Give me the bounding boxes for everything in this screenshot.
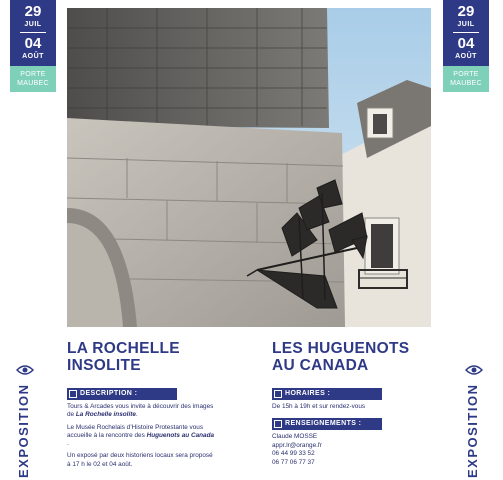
eye-icon bbox=[16, 364, 34, 376]
contact-phone-1[interactable]: 06 44 99 33 52 bbox=[272, 450, 315, 458]
end-month: AOÛT bbox=[455, 53, 477, 60]
tower-ship-photo bbox=[67, 8, 431, 327]
right-title bbox=[272, 340, 432, 374]
hours-label: HORAIRES : bbox=[285, 390, 331, 397]
date-divider bbox=[20, 32, 46, 33]
info-icon bbox=[274, 420, 282, 428]
end-day: 04 bbox=[24, 35, 42, 52]
date-badge-right bbox=[443, 0, 489, 94]
exposition-label: EXPOSITION bbox=[465, 383, 480, 478]
start-day: 29 bbox=[24, 3, 42, 20]
date-block bbox=[443, 0, 489, 66]
exposition-label: EXPOSITION bbox=[16, 383, 31, 478]
description-text bbox=[67, 403, 217, 469]
description-header bbox=[67, 388, 177, 400]
left-title-line2: INSOLITE bbox=[67, 357, 141, 374]
date-block bbox=[10, 0, 56, 66]
contact-name: Claude MOSSE bbox=[272, 433, 318, 441]
heart-icon bbox=[69, 390, 77, 398]
p2-a: Le Musée Rochelais d’Histoire Protestante vous accueille à la rencontre des bbox=[67, 423, 204, 439]
paragraph-3: Un exposé par deux historiens locaux sera proposé à 17 h le 02 et 04 août. bbox=[67, 452, 213, 468]
location-block bbox=[10, 66, 56, 92]
p1-c: . bbox=[135, 411, 138, 419]
end-month: AOÛT bbox=[22, 53, 44, 60]
right-column bbox=[272, 340, 432, 468]
date-badge-left bbox=[10, 0, 56, 94]
hours-text: De 15h à 19h et sur rendez-vous bbox=[272, 403, 366, 410]
location-line1: PORTE bbox=[20, 71, 46, 78]
location-line2: MAUBEC bbox=[17, 80, 49, 87]
paragraph-1 bbox=[67, 403, 217, 420]
p1-a: Tours & Arcades vous invite à découvrir des images de bbox=[67, 403, 214, 419]
info-header bbox=[272, 418, 382, 430]
start-day: 29 bbox=[457, 3, 475, 20]
date-divider bbox=[453, 32, 479, 33]
paragraph-2 bbox=[67, 424, 217, 449]
description-label: DESCRIPTION : bbox=[80, 390, 138, 397]
p1-b: La Rochelle insolite bbox=[75, 411, 136, 419]
start-month: JUIL bbox=[457, 21, 475, 28]
location-block bbox=[443, 66, 489, 92]
info-label: RENSEIGNEMENTS : bbox=[285, 420, 362, 428]
p2-c: . bbox=[67, 440, 69, 448]
location-line2: MAUBEC bbox=[450, 80, 482, 87]
right-title-line1: LES HUGUENOTS bbox=[272, 340, 410, 357]
side-strip-right bbox=[463, 360, 485, 480]
location-line1: PORTE bbox=[453, 71, 479, 78]
start-month: JUIL bbox=[24, 21, 42, 28]
side-strip-left bbox=[14, 360, 36, 480]
p2-b: Huguenots au Canada bbox=[146, 431, 215, 439]
contact-block bbox=[272, 433, 432, 467]
left-title bbox=[67, 340, 217, 374]
hours-header bbox=[272, 388, 382, 400]
clock-icon bbox=[274, 390, 282, 398]
right-title-line2: AU CANADA bbox=[272, 357, 369, 374]
contact-phone-2[interactable]: 06 77 06 77 37 bbox=[272, 459, 315, 467]
contact-email[interactable]: appr.lr@orange.fr bbox=[272, 441, 322, 449]
end-day: 04 bbox=[457, 35, 475, 52]
left-title-line1: LA ROCHELLE bbox=[67, 340, 180, 357]
left-column bbox=[67, 340, 217, 473]
eye-icon bbox=[465, 364, 483, 376]
